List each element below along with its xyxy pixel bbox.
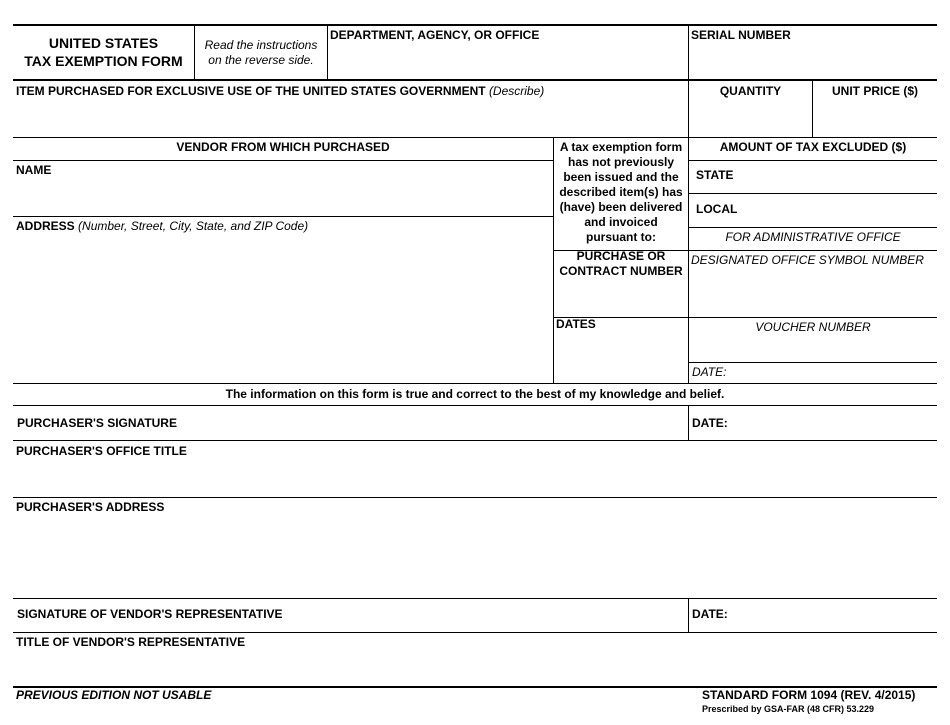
tax-excluded-header: AMOUNT OF TAX EXCLUDED ($) — [719, 140, 907, 154]
name-bottom-line — [13, 216, 553, 217]
voucher-date-label: DATE: — [692, 365, 727, 379]
vendor-address-field[interactable] — [14, 235, 553, 383]
purchaser-address-field[interactable] — [14, 516, 937, 598]
vendor-rep-title-field[interactable] — [14, 651, 937, 686]
purchaser-signature-field[interactable] — [190, 406, 688, 440]
item-label-text: ITEM PURCHASED FOR EXCLUSIVE USE OF THE UNITED STATES GOVERNMENT — [16, 84, 486, 98]
exemption-note-line5: (have) been delivered — [559, 200, 683, 214]
exemption-note-line4: described item(s) has — [559, 185, 683, 199]
state-tax-field[interactable] — [740, 161, 937, 193]
office-symbol-label: DESIGNATED OFFICE SYMBOL NUMBER — [691, 253, 924, 267]
exemption-note-line2: has not previously — [567, 155, 675, 169]
instructions-line1: Read the instructions — [204, 38, 318, 52]
vendor-header-line — [13, 160, 553, 161]
serial-number-label: SERIAL NUMBER — [691, 28, 791, 42]
instructions-line2: on the reverse side. — [208, 53, 314, 67]
exemption-note-line1: A tax exemption form — [559, 140, 683, 154]
vendor-rep-signature-field[interactable] — [300, 599, 688, 632]
purchase-contract-label-line2: CONTRACT NUMBER — [559, 264, 683, 278]
certification-statement: The information on this form is true and correct to the best of my knowledge and belief. — [225, 387, 725, 401]
local-tax-field[interactable] — [740, 194, 937, 227]
item-description-field[interactable] — [14, 100, 688, 137]
purchase-contract-label-line1: PURCHASE OR — [576, 249, 666, 263]
vendor-address-label — [16, 219, 308, 234]
exemption-note-line3: been issued and the — [563, 170, 679, 184]
local-tax-label: LOCAL — [696, 202, 738, 216]
voucher-date-field[interactable] — [730, 363, 937, 383]
vendor-rep-date-label: DATE: — [692, 607, 728, 621]
prescribed-by: Prescribed by GSA-FAR (48 CFR) 53.229 — [702, 704, 875, 714]
purchaser-office-title-label: PURCHASER'S OFFICE TITLE — [16, 444, 187, 458]
voucher-number-label: VOUCHER NUMBER — [755, 320, 871, 334]
admin-office-header: FOR ADMINISTRATIVE OFFICE — [725, 230, 901, 244]
purchaser-date-label: DATE: — [692, 416, 728, 430]
exemption-note-line6: and invoiced — [584, 215, 658, 229]
department-field[interactable] — [328, 44, 688, 79]
vendor-name-field[interactable] — [14, 178, 553, 216]
purchaser-signature-label: PURCHASER'S SIGNATURE — [17, 416, 177, 430]
vendor-name-label: NAME — [16, 163, 52, 177]
dates-top-line — [553, 317, 937, 318]
purchaser-date-field[interactable] — [735, 406, 937, 440]
unit-price-field[interactable] — [813, 100, 937, 137]
form-number: STANDARD FORM 1094 (REV. 4/2015) — [702, 688, 916, 702]
vendor-address-label-text: ADDRESS — [16, 219, 75, 233]
vendor-header: VENDOR FROM WHICH PURCHASED — [176, 140, 390, 154]
top-border — [13, 24, 937, 26]
form-title-line1: UNITED STATES — [48, 35, 159, 51]
form-title-line2: TAX EXEMPTION FORM — [24, 53, 183, 69]
dates-field[interactable] — [554, 333, 688, 383]
exemption-note-line7: pursuant to: — [586, 230, 656, 244]
quantity-label: QUANTITY — [719, 84, 782, 98]
unit-price-label: UNIT PRICE ($) — [831, 84, 918, 98]
purchase-contract-field[interactable] — [554, 280, 688, 317]
purchaser-office-title-field[interactable] — [14, 460, 937, 497]
vendor-rep-signature-label: SIGNATURE OF VENDOR'S REPRESENTATIVE — [17, 607, 283, 621]
header-bottom-border — [13, 79, 937, 81]
vendor-rep-date-field[interactable] — [735, 599, 937, 632]
vendor-address-hint: (Number, Street, City, State, and ZIP Code) — [78, 219, 309, 233]
office-symbol-field[interactable] — [689, 270, 937, 317]
office-title-bottom — [13, 497, 937, 498]
purchaser-address-label: PURCHASER'S ADDRESS — [16, 500, 165, 514]
item-label — [16, 84, 544, 99]
serial-number-field[interactable] — [689, 44, 937, 79]
purchaser-signature-bottom — [13, 440, 937, 441]
previous-edition-note: PREVIOUS EDITION NOT USABLE — [16, 688, 212, 702]
vendor-signature-divider — [688, 598, 689, 632]
vendor-rep-title-label: TITLE OF VENDOR'S REPRESENTATIVE — [16, 635, 246, 649]
quantity-field[interactable] — [689, 100, 812, 137]
department-label: DEPARTMENT, AGENCY, OR OFFICE — [330, 28, 540, 42]
item-label-hint: (Describe) — [488, 84, 545, 98]
vendor-section-bottom — [13, 383, 937, 384]
state-tax-label: STATE — [696, 168, 734, 182]
dates-label: DATES — [556, 317, 596, 331]
local-bottom-line — [688, 227, 937, 228]
item-bottom-border — [13, 137, 937, 138]
voucher-number-field[interactable] — [689, 336, 937, 362]
purchaser-signature-divider — [688, 405, 689, 440]
vendor-signature-bottom — [13, 632, 937, 633]
